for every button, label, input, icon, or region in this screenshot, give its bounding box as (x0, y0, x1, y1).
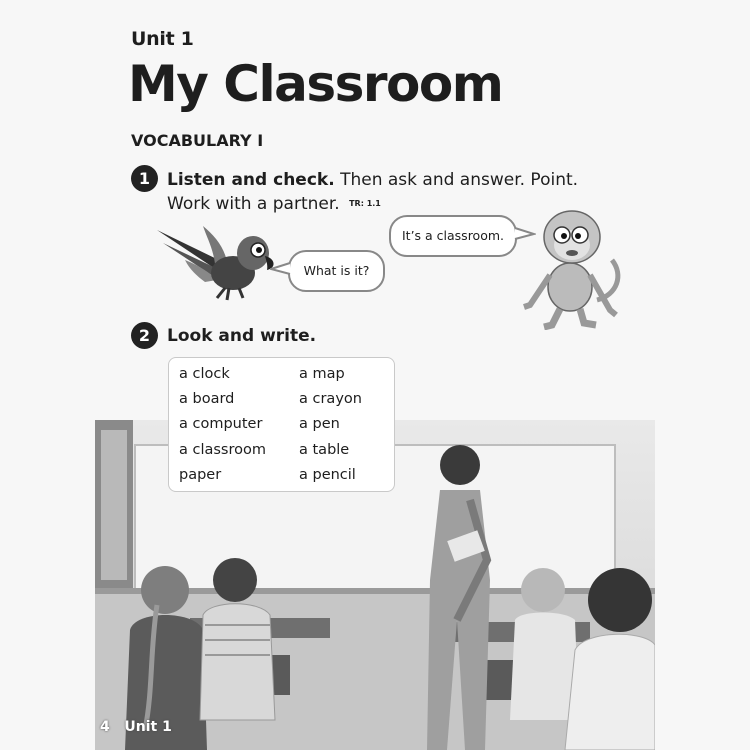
word-left-3: a computer (179, 416, 263, 432)
monkey-speech-bubble (389, 215, 517, 257)
word-left-4: a classroom (179, 442, 266, 458)
page-title: My Classroom (128, 55, 503, 113)
activity-2-number: 2 (131, 322, 158, 349)
page-footer (100, 719, 172, 735)
vocabulary-word-box (168, 357, 395, 492)
word-left-2: a board (179, 391, 235, 407)
activity-2-instruction (167, 324, 316, 348)
monkey-speech-text: It’s a classroom. (401, 228, 505, 243)
page-number: 4 (100, 719, 110, 735)
footer-unit: Unit 1 (124, 719, 172, 735)
activity-1-line2: Work with a partner. (167, 194, 340, 214)
parrot-speech-text: What is it? (303, 263, 370, 278)
activity-1-number: 1 (131, 165, 158, 192)
section-heading: VOCABULARY I (131, 131, 264, 150)
parrot-bubble-tail (270, 262, 292, 276)
activity-2-label: Look and write. (167, 326, 317, 346)
track-number: TR: 1.1 (349, 199, 381, 208)
word-right-1: a map (299, 366, 345, 382)
activity-1-rest: Then ask and answer. Point. (340, 170, 579, 190)
monkey-illustration (522, 205, 627, 330)
word-left-5: paper (179, 467, 222, 483)
word-right-5: a pencil (299, 467, 356, 483)
unit-label: Unit 1 (131, 28, 194, 50)
parrot-illustration (155, 218, 280, 303)
activity-1-bold: Listen and check. (167, 170, 335, 190)
word-right-4: a table (299, 442, 350, 458)
parrot-speech-bubble (288, 250, 385, 292)
word-left-1: a clock (179, 366, 230, 382)
word-right-3: a pen (299, 416, 340, 432)
word-right-2: a crayon (299, 391, 362, 407)
activity-1-instruction (167, 168, 578, 216)
monkey-bubble-tail (514, 227, 536, 241)
